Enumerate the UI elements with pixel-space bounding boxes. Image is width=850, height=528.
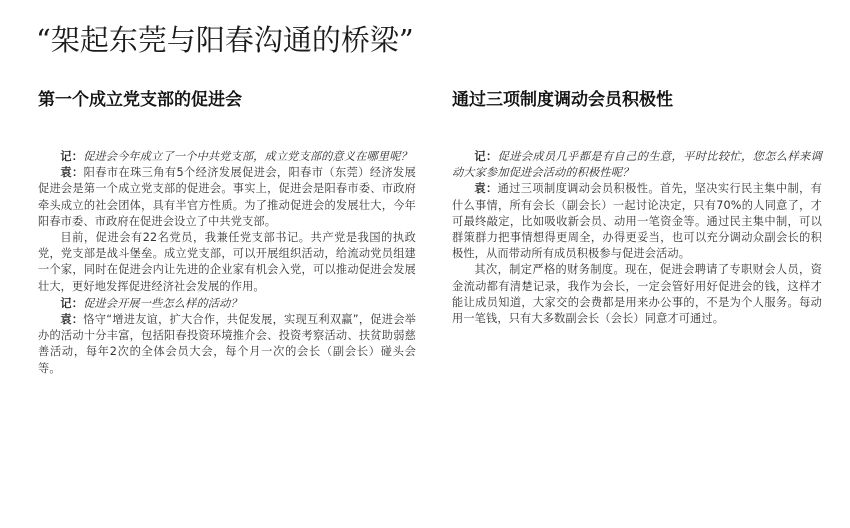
left-answer-2 — [38, 312, 416, 377]
question-label: 记： — [474, 149, 498, 163]
right-paragraph-3 — [452, 262, 822, 327]
question-text: 促进会开展一些怎么样的活动？ — [83, 296, 242, 310]
left-paragraph-3 — [38, 230, 416, 295]
left-question-1 — [38, 148, 416, 165]
question-label: 记： — [60, 295, 84, 310]
right-section-heading: 通过三项制度调动会员积极性 — [452, 90, 673, 110]
answer-text: 阳春市在珠三角有5个经济发展促进会，阳春市（东莞）经济发展促进会是第一个成立党支部的促进会。事实上，促进会是阳春市委、市政府牵头成立的社会团体，具有半官方性质。为了推动促进会的发展壮大，今年阳春市委、市政府在促进会设立了中共党支部。 — [38, 166, 416, 228]
right-question-1 — [452, 148, 822, 181]
paragraph-text: 目前，促进会有22名党员，我兼任党支部书记。共产党是我国的执政党，党支部是战斗堡垒。成立党支部，可以开展组织活动，给流动党员组建一个家，同时在促进会内让先进的企业家有机会入党，可以推动促进会发展壮大，更好地发挥促进经济社会发展的作用。 — [38, 231, 416, 293]
question-text: 促进会成员几乎都是有自己的生意，平时比较忙，您怎么样来调动大家参加促进会活动的积极性呢？ — [452, 150, 822, 180]
answer-label: 袁： — [60, 313, 84, 327]
right-answer-1 — [452, 181, 822, 262]
answer-text: 通过三项制度调动会员积极性。首先，坚决实行民主集中制，有什么事情，所有会长（副会长）一起讨论决定，只有70%的人同意了，才可最终敲定，比如吸收新会员、动用一笔资金等。通过民主集中制，可以群策群力把事情想得更周全，办得更妥当，也可以充分调动众副会长的积极性，从而带动所有成员积极参与促进会活动。 — [452, 182, 822, 261]
article-title: “架起东莞与阳春沟通的桥梁” — [36, 23, 414, 57]
question-label: 记： — [60, 149, 84, 163]
right-column — [452, 88, 822, 327]
paragraph-text: 其次，制定严格的财务制度。现在，促进会聘请了专职财会人员，资金流动都有清楚记录，我作为会长，一定会管好用好促进会的钱，这样才能让成员知道，大家交的会费都是用来办公事的，不是为个人服务。每动用一笔钱，只有大多数副会长（会长）同意才可通过。 — [452, 263, 822, 326]
answer-text: 恪守“增进友谊，扩大合作，共促发展，实现互利双赢”，促进会举办的活动十分丰富，包括阳春投资环境推介会、投资考察活动、扶贫助弱慈善活动，每年2次的全体会员大会，每个月一次的会长（副会长）碰头会等。 — [38, 313, 416, 375]
left-column — [38, 88, 416, 377]
question-text: 促进会今年成立了一个中共党支部，成立党支部的意义在哪里呢？ — [83, 150, 412, 163]
left-section-heading: 第一个成立党支部的促进会 — [38, 90, 242, 110]
left-answer-1 — [38, 165, 416, 230]
left-question-2 — [38, 295, 416, 312]
answer-label: 袁： — [474, 182, 498, 196]
answer-label: 袁： — [60, 166, 84, 180]
